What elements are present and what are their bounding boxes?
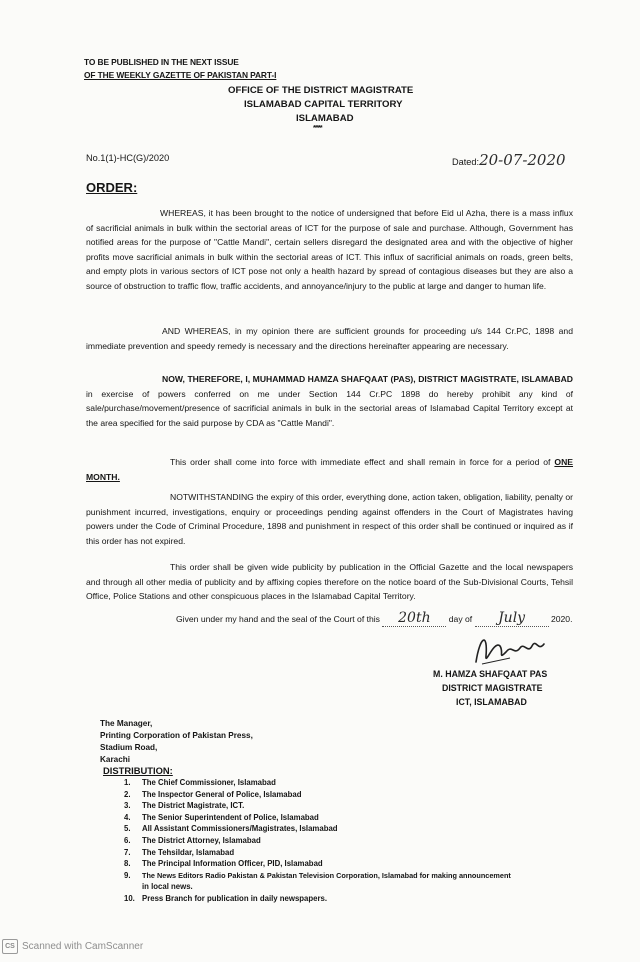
list-item: 3. The District Magistrate, ICT.	[124, 801, 245, 811]
now-rest: in exercise of powers conferred on me under Section 144 Cr.PC 1898 do hereby prohibit any kind of sale/purchase/movement/presence of sacrificial animals in bulk in the sectorial areas of Islamabad Capital Territory except at the area specified for the said purpose by CDA as "Cattle Mandi".	[86, 388, 573, 428]
list-item: 5. All Assistant Commissioners/Magistrates, Islamabad	[124, 824, 338, 834]
city-title: ISLAMABAD	[296, 113, 354, 124]
header-stars: *****	[313, 125, 322, 132]
given-day-label: day of	[448, 614, 473, 624]
given-month: July	[475, 610, 549, 627]
signatory-name: M. HAMZA SHAFQAAT PAS	[433, 669, 548, 679]
date-label: Dated:	[452, 157, 480, 167]
paragraph-whereas: WHEREAS, it has been brought to the notice of undersigned that before Eid ul Azha, there is a mass influx of sacrificial animals in bulk within the sectorial areas of ICT for the purpose of sale and purchase. Although, Government has notified areas for the purpose of "Cattle Mandi", certain sellers disregard the designated area and with the objective of higher profits move sacrificial animals in bulk within the sectorial areas of ICT. This influx of sacrificial animals on roads, green belts, and empty plots in various sectors of ICT pose not only a health hazard by spread of contagious diseases but they are also a source of obstruction to traffic flow, traffic accidents, and annoyance/injury to the public at large and danger to human life.	[86, 208, 573, 291]
reference-number: No.1(1)-HC(G)/2020	[86, 153, 170, 163]
force-text: This order shall come into force with immediate effect and shall remain in force for a period of	[170, 457, 551, 467]
territory-title: ISLAMABAD CAPITAL TERRITORY	[244, 99, 403, 110]
list-item: 8. The Principal Information Officer, PID, Islamabad	[124, 859, 323, 869]
paragraph-publicity: This order shall be given wide publicity by publication in the Official Gazette and the local newspapers and through all other media of publicity and by affixing copies therefore on the notice board of the Sub-Divisional Courts, Tehsil Office, Police Stations and other conspicuous places in the Islamabad Capital Territory.	[86, 562, 573, 602]
camscanner-watermark: Scanned with CamScanner	[22, 941, 144, 952]
list-item: 7. The Tehsildar, Islamabad	[124, 847, 235, 857]
recipient-line2: Printing Corporation of Pakistan Press,	[100, 731, 253, 740]
list-item: 6. The District Attorney, Islamabad	[124, 835, 261, 845]
list-item: 4. The Senior Superintendent of Police, Islamabad	[124, 812, 319, 822]
magistrate-name: MUHAMMAD HAMZA SHAFQAAT (PAS), DISTRICT MAGISTRATE, ISLAMABAD	[252, 374, 573, 384]
given-prefix: Given under my hand and the seal of the Court of this	[176, 614, 380, 624]
recipient-line3: Stadium Road,	[100, 743, 158, 752]
paragraph-now-therefore	[86, 372, 573, 430]
list-item: 2. The Inspector General of Police, Islamabad	[124, 789, 302, 799]
signatory-location: ICT, ISLAMABAD	[456, 697, 527, 707]
date-line	[452, 151, 566, 169]
distribution-heading: DISTRIBUTION:	[103, 765, 173, 776]
given-line	[176, 610, 572, 627]
given-day: 20th	[382, 610, 446, 627]
publish-note-line2: OF THE WEEKLY GAZETTE OF PAKISTAN PART-I	[84, 70, 277, 80]
office-title: OFFICE OF THE DISTRICT MAGISTRATE	[228, 85, 414, 96]
camscanner-logo-icon: CS	[2, 939, 18, 954]
signatory-title: DISTRICT MAGISTRATE	[442, 683, 543, 693]
force-period: ONE MONTH.	[86, 457, 574, 482]
list-item: 9. The News Editors Radio Pakistan & Pakistan Television Corporation, Islamabad for making announcement	[124, 870, 511, 880]
given-year: 2020.	[550, 614, 573, 624]
list-item: 10. Press Branch for publication in daily newspapers.	[124, 893, 328, 903]
recipient-line1: The Manager,	[100, 719, 153, 728]
now-prefix: NOW, THEREFORE, I,	[162, 374, 251, 384]
date-handwritten: 20-07-2020	[479, 151, 566, 169]
paragraph-and-whereas: AND WHEREAS, in my opinion there are sufficient grounds for proceeding u/s 144 Cr.PC, 1898 and immediate prevention and speedy remedy is necessary and the directions hereinafter appearing are necessary.	[86, 326, 573, 351]
publish-note-line1: TO BE PUBLISHED IN THE NEXT ISSUE	[84, 57, 239, 67]
signature-image	[470, 626, 550, 670]
recipient-line4: Karachi	[100, 755, 131, 764]
list-item: in local news.	[142, 882, 193, 892]
paragraph-force	[86, 455, 573, 484]
distribution-list	[124, 777, 511, 905]
signature-scribble-icon	[470, 626, 550, 670]
list-item: 1. The Chief Commissioner, Islamabad	[124, 778, 276, 787]
order-heading: ORDER:	[86, 180, 138, 195]
paragraph-notwithstanding: NOTWITHSTANDING the expiry of this order, everything done, action taken, obligation, liability, penalty or punishment incurred, investigations, enquiry or proceedings pending against offenders in the Court of Magistrates having powers under the Code of Criminal Procedure, 1898 and punishment in respect of this order shall be continued or inquired as if this order has not expired.	[86, 492, 573, 546]
